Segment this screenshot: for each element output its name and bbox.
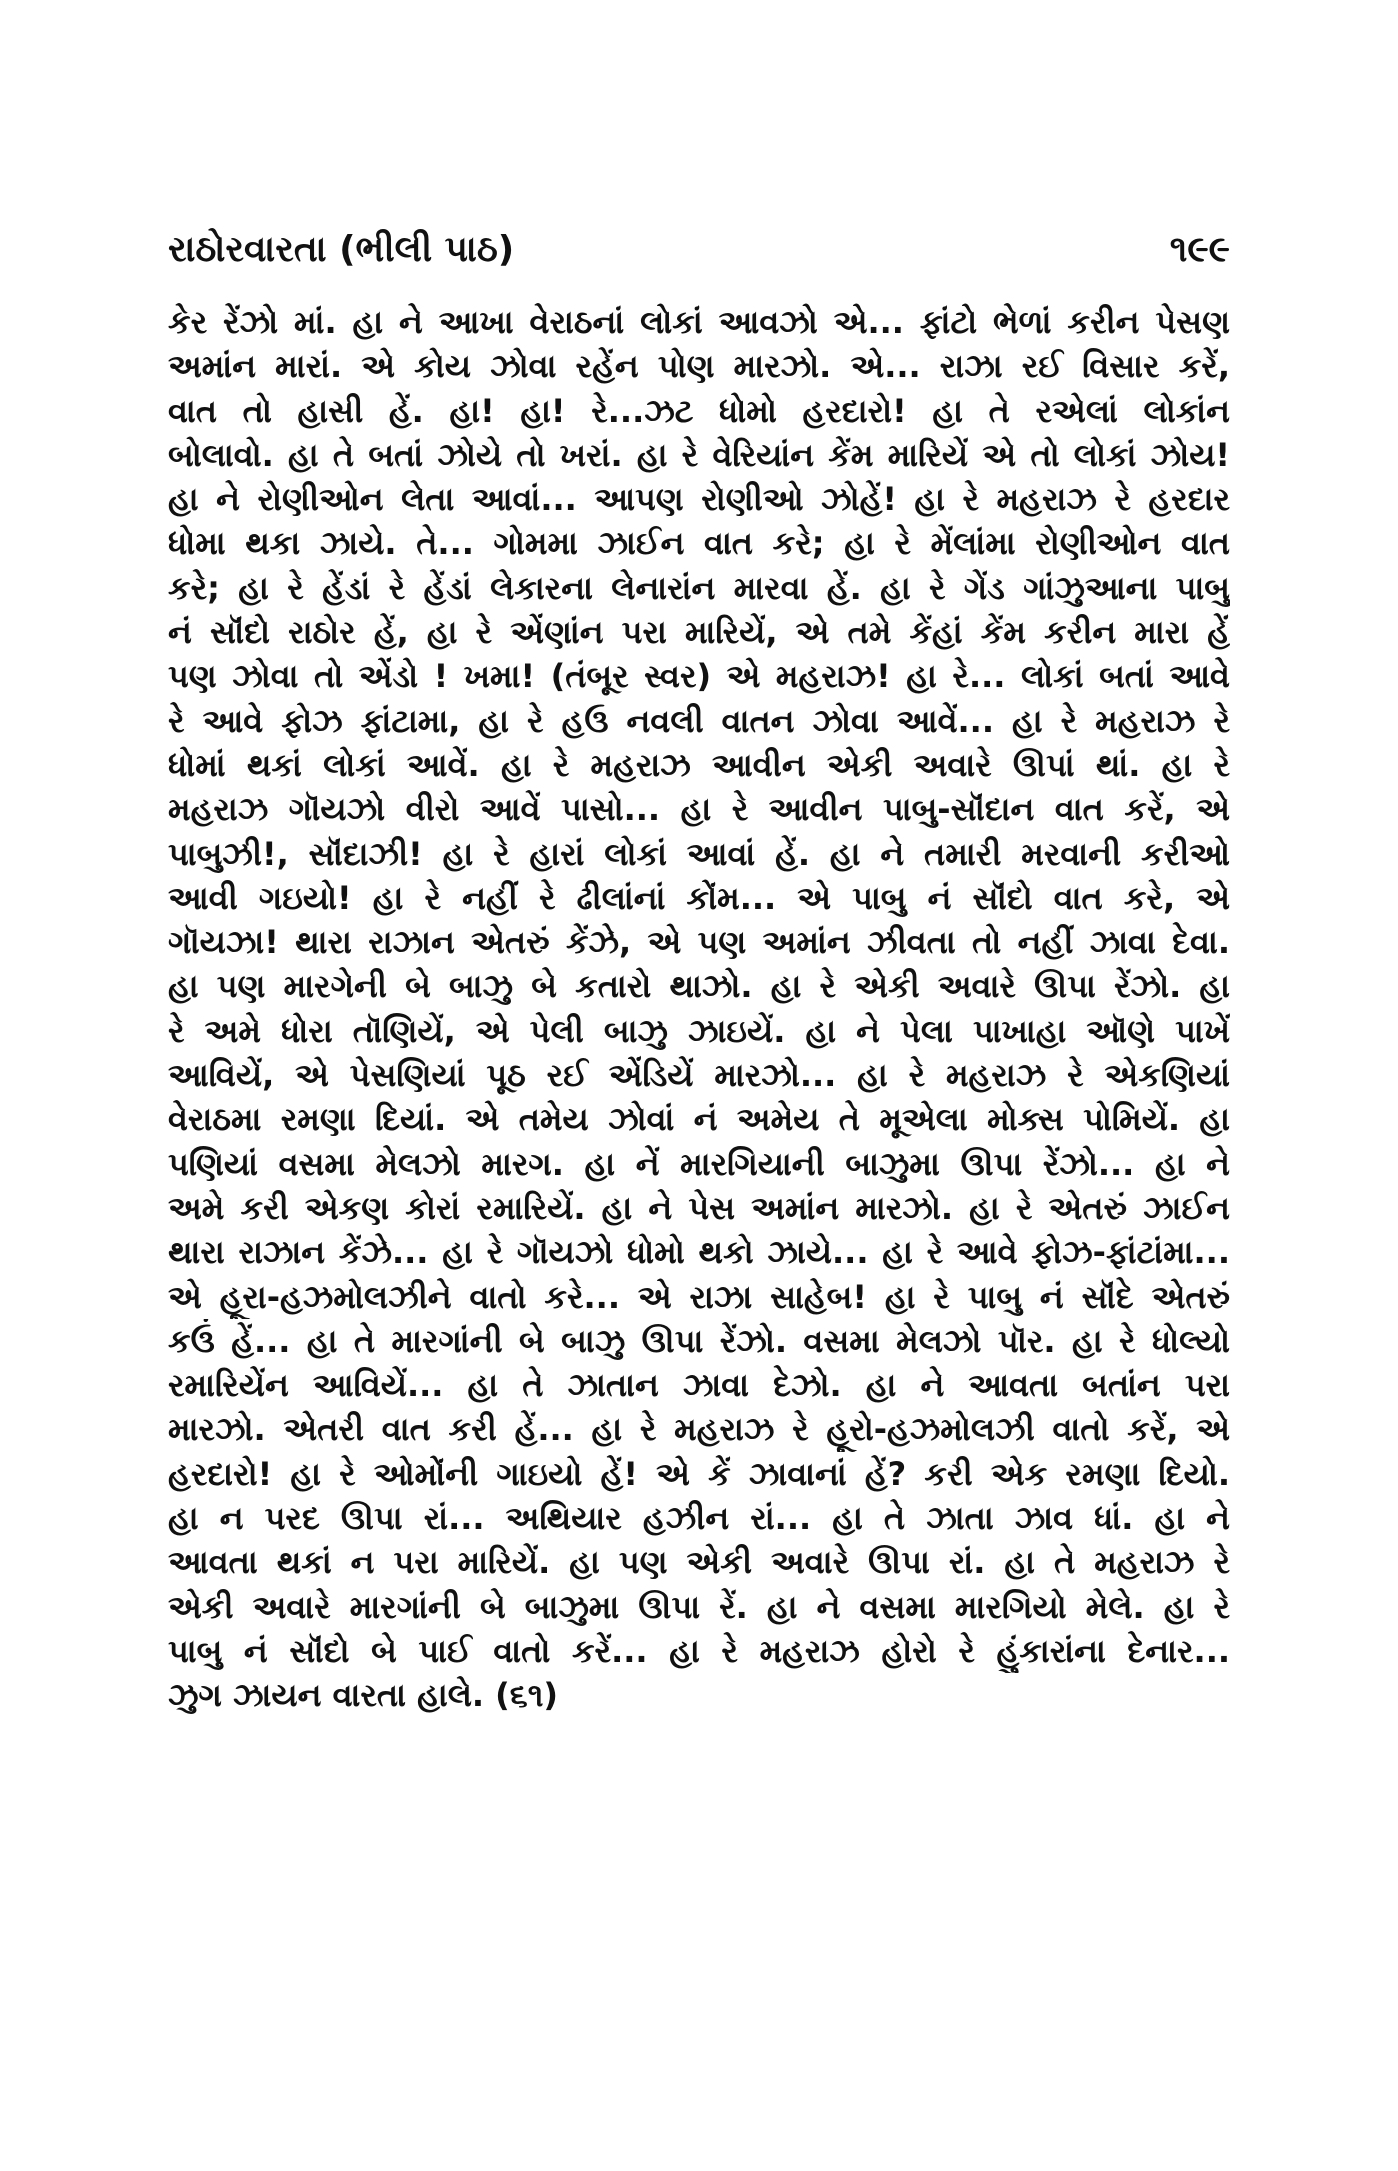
text-line: વાત તો હાસી હેં. હા! હા! રે...ઝટ ધોમો હરદારો! હા તે રએલાં લોકાંન [168, 391, 1230, 430]
text-line: આવિયેં, એ પેસણિયાં પૂઠ રઈ એંડિયેં મારઝો... હા રે મહરાઝ રે એકણિયાં [168, 1056, 1230, 1095]
text-line: નં સૉંદો રાઠોર હેં, હા રે એંણાંન પરા મારિયેં, એ તમે કેંહાં કેંમ કરીન મારા હેં [168, 613, 1230, 652]
text-line: ધોમાં થકાં લોકાં આવેં. હા રે મહરાઝ આવીન એકી અવારે ઊપાં થાં. હા રે [168, 745, 1230, 784]
text-line: થારા રાઝાન કેંઝે... હા રે ગૉયઝો ધોમો થકો ઝાયે... હા રે આવે ફોઝ-ફાંટાંમા... [168, 1233, 1230, 1272]
text-line: પણ ઝોવા તો એંડો ! ખમા! (તંબૂર સ્વર) એ મહરાઝ! હા રે... લોકાં બતાં આવે [168, 657, 1230, 696]
text-line: હા ન પરદ ઊપા રાં... અથિયાર હઝીન રાં... હા તે ઝાતા ઝાવ ધાં. હા ને [168, 1499, 1230, 1538]
text-line: ગૉયઝા! થારા રાઝાન એતરું કેંઝે, એ પણ અમાંન ઝીવતા તો નહીં ઝાવા દેવા. [168, 923, 1230, 962]
text-line: એકી અવારે મારગાંની બે બાઝુમા ઊપા રેં. હા ને વસમા મારગિયો મેલે. હા રે [168, 1587, 1230, 1626]
text-line: પાબુઝી!, સૉંદાઝી! હા રે હારાં લોકાં આવાં હેં. હા ને તમારી મરવાની કરીઓ [168, 834, 1230, 873]
text-line: ધોમા થકા ઝાયે. તે... ગોમમા ઝાઈન વાત કરે; હા રે મેંલાંમા રોણીઓન વાત [168, 524, 1230, 563]
text-line: આવતા થકાં ન પરા મારિયેં. હા પણ એકી અવારે ઊપા રાં. હા તે મહરાઝ રે [168, 1543, 1230, 1582]
text-line: એ હૂરા-હઝમોલઝીને વાતો કરે... એ રાઝા સાહેબ! હા રે પાબુ નં સૉંદે એતરું [168, 1277, 1230, 1316]
text-line: રે અમે ધોરા તૉણિયેં, એ પેલી બાઝુ ઝાઇયેં. હા ને પેલા પાખાહા ઑણે પાખેં [168, 1011, 1230, 1050]
text-line: વેરાઠમા રમણા દિયાં. એ તમેય ઝોવાં નં અમેય તે મૂએલા મોક્સ પોમિયેં. હા [168, 1100, 1230, 1139]
text-line: મહરાઝ ગૉયઝો વીરો આવેં પાસો... હા રે આવીન પાબુ-સૉંદાન વાત કરેં, એ [168, 790, 1230, 829]
text-line: ઝુગ ઝાયન વારતા હાલે. (૬૧) [168, 1676, 559, 1715]
text-line: રે આવે ફોઝ ફાંટામા, હા રે હઉ નવલી વાતન ઝોવા આવેં... હા રે મહરાઝ રે [168, 701, 1230, 740]
text-line: આવી ગઇયો! હા રે નહીં રે ઢીલાંનાં કોંમ... એ પાબુ નં સૉંદો વાત કરે, એ [168, 878, 1230, 917]
text-line: હા પણ મારગેની બે બાઝુ બે કતારો થાઝો. હા રે એકી અવારે ઊપા રેંઝો. હા [168, 967, 1230, 1006]
text-line: પાબુ નં સૉંદો બે પાઈ વાતો કરેં... હા રે મહરાઝ હોરો રે હુંકારાંના દેનાર... [168, 1631, 1230, 1670]
text-line: કરે; હા રે હેંડાં રે હેંડાં લેકારના લેનારાંન મારવા હેં. હા રે ગેંડ ગાંઝુઆના પાબુ [168, 568, 1230, 607]
text-line: અમાંન મારાં. એ કોય ઝોવા રહેંન પોણ મારઝો. એ... રાઝા રઈ વિસાર કરેં, [168, 347, 1230, 386]
text-line: રમારિયેંન આવિયેં... હા તે ઝાતાન ઝાવા દેઝો. હા ને આવતા બતાંન પરા [168, 1366, 1230, 1405]
text-line: હા ને રોણીઓન લેતા આવાં... આપણ રોણીઓ ઝોહેં! હા રે મહરાઝ રે હરદાર [168, 480, 1230, 519]
text-line: મારઝો. એતરી વાત કરી હેં... હા રે મહરાઝ રે હૂરો-હઝમોલઝી વાતો કરેં, એ [168, 1410, 1230, 1449]
text-line: બોલાવો. હા તે બતાં ઝોયે તો ખરાં. હા રે વેરિયાંન કેંમ મારિયેં એ તો લોકાં ઝોય! [168, 435, 1230, 474]
text-line: કઉં હેં... હા તે મારગાંની બે બાઝુ ઊપા રેંઝો. વસમા મેલઝો પૉર. હા રે ધોલ્યો [168, 1321, 1230, 1360]
running-title: રાઠોરવારતા (ભીલી પાઠ) [168, 229, 515, 270]
body-text [168, 300, 1230, 1718]
text-line: હરદારો! હા રે ઓમોંની ગાઇયો હેં! એ કેં ઝાવાનાં હેં? કરી એક રમણા દિયો. [168, 1454, 1230, 1493]
text-line: પણિયાં વસમા મેલઝો મારગ. હા નેં મારગિયાની બાઝુમા ઊપા રેંઝો... હા ને [168, 1144, 1230, 1183]
text-line: અમે કરી એકણ કોરાં રમારિયેં. હા ને પેસ અમાંન મારઝો. હા રે એતરું ઝાઈન [168, 1188, 1230, 1227]
page-number: ૧૯૯ [1169, 229, 1230, 270]
page-header [168, 222, 1230, 278]
text-line: કેર રેંઝો માં. હા ને આખા વેરાઠનાં લોકાં આવઝો એ... ફાંટો ભેળાં કરીન પેસણ [168, 303, 1230, 341]
